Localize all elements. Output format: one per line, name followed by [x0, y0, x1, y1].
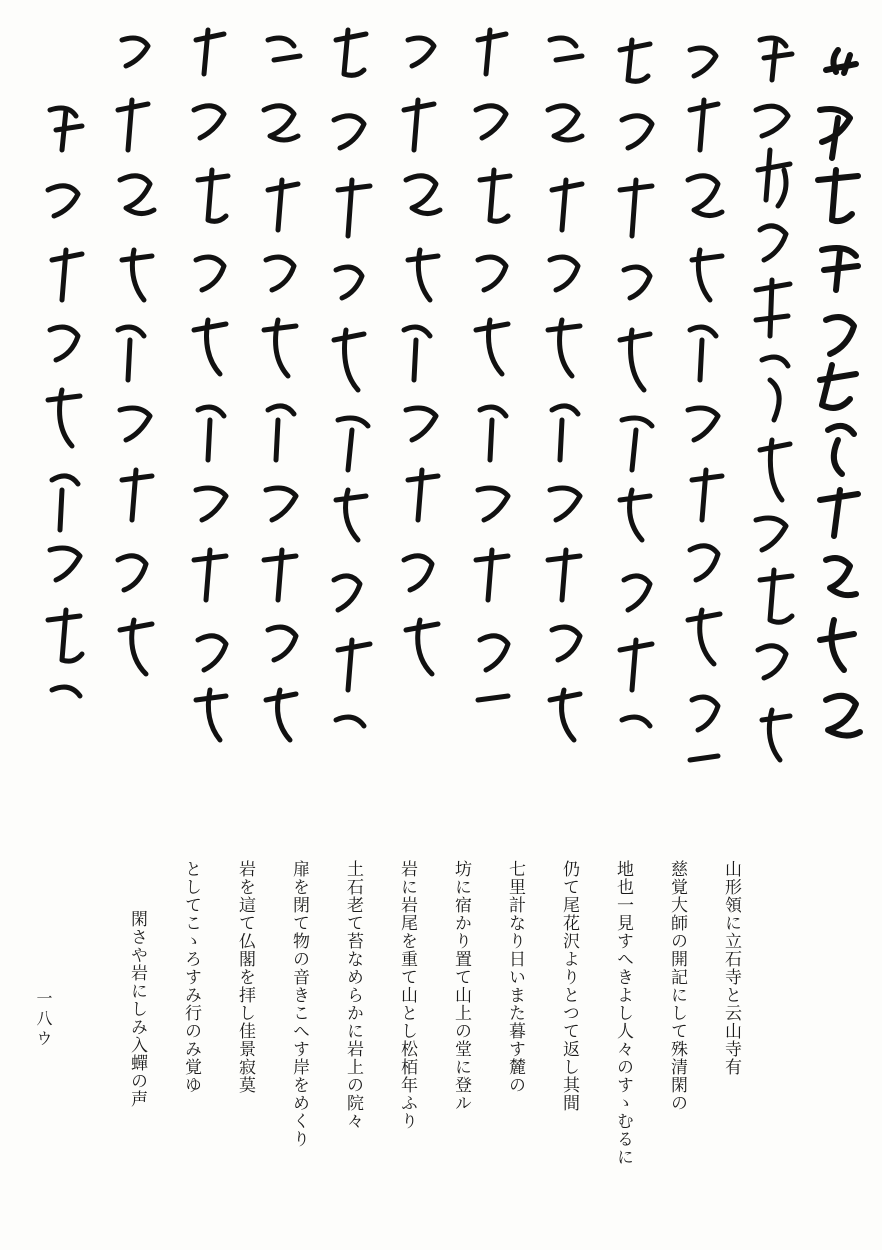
calligraphy-column-1	[818, 50, 860, 736]
transcription-line: 坊に宿かり置て山上の堂に登ル	[451, 860, 471, 1112]
transcription-line: 七里計なり日いまた暮す麓の	[505, 860, 525, 1094]
transcription-line: としてこゝろすみ行のみ覚ゆ	[181, 860, 201, 1094]
calligraphy-column-10	[194, 30, 228, 740]
calligraphy-column-11	[118, 38, 154, 674]
calligraphy-column-6	[476, 30, 510, 700]
calligraphy-column-7	[404, 38, 440, 674]
transcription-line: 仍て尾花沢よりとつて返し其間	[559, 860, 579, 1112]
transcription-line: 地也一見すへきよし人々のすゝむるに	[613, 860, 633, 1166]
transcription-line: 土石老て苔なめらかに岩上の院々	[343, 860, 363, 1130]
page-number: 一八ウ	[34, 990, 53, 1050]
transcription-line: 山形領に立石寺と云山寺有	[721, 860, 741, 1076]
calligraphy-column-8	[334, 30, 370, 726]
calligraphy-column-4	[620, 40, 652, 726]
calligraphy-column-12	[48, 108, 82, 696]
calligraphy-column-2	[756, 38, 792, 760]
calligraphy-column-3	[688, 48, 722, 760]
transcription-line: 扉を閉て物の音きこへす岸をめくり	[289, 860, 309, 1148]
calligraphy-column-9	[264, 38, 300, 740]
transcription-line: 岩を這て仏閣を拝し佳景寂莫	[235, 860, 255, 1094]
transcription-line: 慈覚大師の開記にして殊清閑の	[667, 860, 687, 1112]
calligraphy-column-5	[548, 38, 582, 740]
printed-transcription	[126, 860, 742, 1220]
transcription-line: 岩に岩尾を重て山とし松栢年ふり	[397, 860, 417, 1130]
transcription-haiku: 閑さや岩にしみ入蟬の声	[127, 910, 147, 1108]
